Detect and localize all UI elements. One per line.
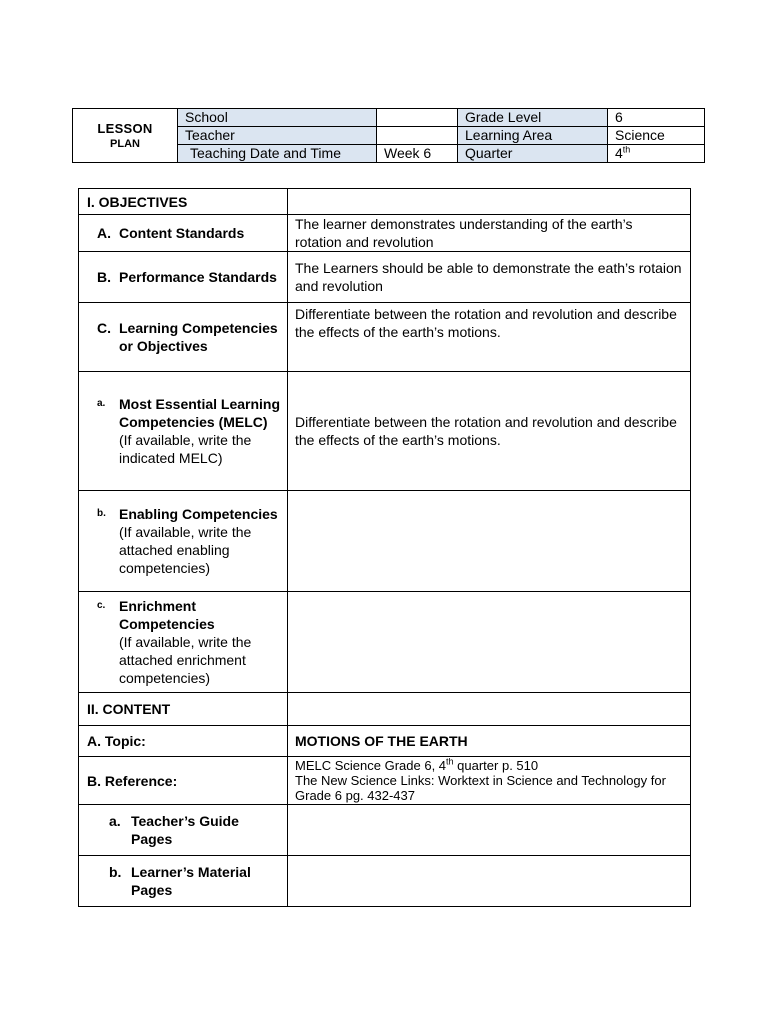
topic-row xyxy=(79,726,691,757)
learners-material-label: Learner’s Material Pages xyxy=(131,864,251,898)
learning-area-label: Learning Area xyxy=(458,127,608,145)
content-standards-row xyxy=(79,215,691,252)
learning-competencies-value[interactable]: Differentiate between the rotation and revolution and describe the effects of the earth’s motions. xyxy=(288,303,691,372)
objectives-heading-row xyxy=(79,189,691,215)
learning-competencies-label: Learning Competencies or Objectives xyxy=(119,320,278,354)
enabling-note: (If available, write the attached enabling competencies) xyxy=(119,524,252,576)
reference-label: B. Reference: xyxy=(79,757,288,805)
enrichment-marker: c. xyxy=(97,600,106,611)
content-heading: II. CONTENT xyxy=(79,693,288,726)
melc-note: (If available, write the indicated MELC) xyxy=(119,432,252,466)
teachers-guide-label-cell xyxy=(79,805,288,856)
reference-line-1: MELC Science Grade 6, 4th quarter p. 510 xyxy=(295,756,539,773)
melc-label: Most Essential Learning Competencies (MELC) xyxy=(119,396,281,430)
content-standards-label-cell xyxy=(79,215,288,252)
lesson-plan-title xyxy=(73,109,178,163)
content-standards-marker: A. xyxy=(97,225,111,241)
topic-label: A. Topic: xyxy=(79,726,288,757)
lesson-plan-body-table xyxy=(78,188,691,907)
enrichment-label: Enrichment Competencies xyxy=(119,598,215,632)
enrichment-value[interactable] xyxy=(288,592,691,693)
reference-line-2: The New Science Links: Worktext in Science and Technology for Grade 6 pg. 432-437 xyxy=(295,773,666,803)
teacher-value[interactable] xyxy=(377,127,458,145)
enrichment-label-cell xyxy=(79,592,288,693)
content-heading-row xyxy=(79,693,691,726)
reference-value[interactable] xyxy=(288,757,691,805)
teaching-date-label: Teaching Date and Time xyxy=(178,145,377,163)
enabling-row xyxy=(79,491,691,592)
teachers-guide-marker: a. xyxy=(109,813,121,829)
enabling-label: Enabling Competencies xyxy=(119,506,278,522)
school-label: School xyxy=(178,109,377,127)
content-standards-value[interactable]: The learner demonstrates understanding of the earth’s rotation and revolution xyxy=(288,215,691,252)
quarter-value[interactable] xyxy=(608,145,705,163)
learning-competencies-marker: C. xyxy=(97,320,111,336)
performance-standards-value[interactable]: The Learners should be able to demonstrate the eath’s rotaion and revolution xyxy=(288,252,691,303)
quarter-number: 4 xyxy=(615,145,623,161)
enrichment-row xyxy=(79,592,691,693)
lesson-plan-header-table xyxy=(72,108,705,163)
objectives-heading: I. OBJECTIVES xyxy=(79,189,288,215)
performance-standards-label-cell xyxy=(79,252,288,303)
learners-material-value[interactable] xyxy=(288,856,691,907)
learners-material-row xyxy=(79,856,691,907)
melc-row xyxy=(79,372,691,491)
teachers-guide-label: Teacher’s Guide Pages xyxy=(131,813,239,847)
reference-row xyxy=(79,757,691,805)
learners-material-marker: b. xyxy=(109,864,122,880)
topic-value[interactable]: MOTIONS OF THE EARTH xyxy=(288,726,691,757)
performance-standards-label: Performance Standards xyxy=(119,269,277,285)
learning-competencies-label-cell xyxy=(79,303,288,372)
melc-value[interactable]: Differentiate between the rotation and revolution and describe the effects of the earth’s motions. xyxy=(288,372,691,491)
enrichment-note: (If available, write the attached enrichment competencies) xyxy=(119,634,252,686)
enabling-value[interactable] xyxy=(288,491,691,592)
teachers-guide-row xyxy=(79,805,691,856)
header-row-school xyxy=(73,109,705,127)
grade-level-value[interactable]: 6 xyxy=(608,109,705,127)
enabling-label-cell xyxy=(79,491,288,592)
performance-standards-row xyxy=(79,252,691,303)
melc-label-cell xyxy=(79,372,288,491)
melc-marker: a. xyxy=(97,398,106,409)
objectives-heading-blank xyxy=(288,189,691,215)
quarter-label: Quarter xyxy=(458,145,608,163)
lesson-label: LESSON xyxy=(97,120,153,136)
quarter-suffix: th xyxy=(622,144,631,155)
content-standards-label: Content Standards xyxy=(119,225,245,241)
learning-competencies-row xyxy=(79,303,691,372)
teachers-guide-value[interactable] xyxy=(288,805,691,856)
learners-material-label-cell xyxy=(79,856,288,907)
plan-label: PLAN xyxy=(110,137,140,150)
teacher-label: Teacher xyxy=(178,127,377,145)
grade-level-label: Grade Level xyxy=(458,109,608,127)
teaching-date-value[interactable]: Week 6 xyxy=(377,145,458,163)
performance-standards-marker: B. xyxy=(97,269,111,285)
school-value[interactable] xyxy=(377,109,458,127)
learning-area-value[interactable]: Science xyxy=(608,127,705,145)
content-heading-blank xyxy=(288,693,691,726)
enabling-marker: b. xyxy=(97,508,106,519)
